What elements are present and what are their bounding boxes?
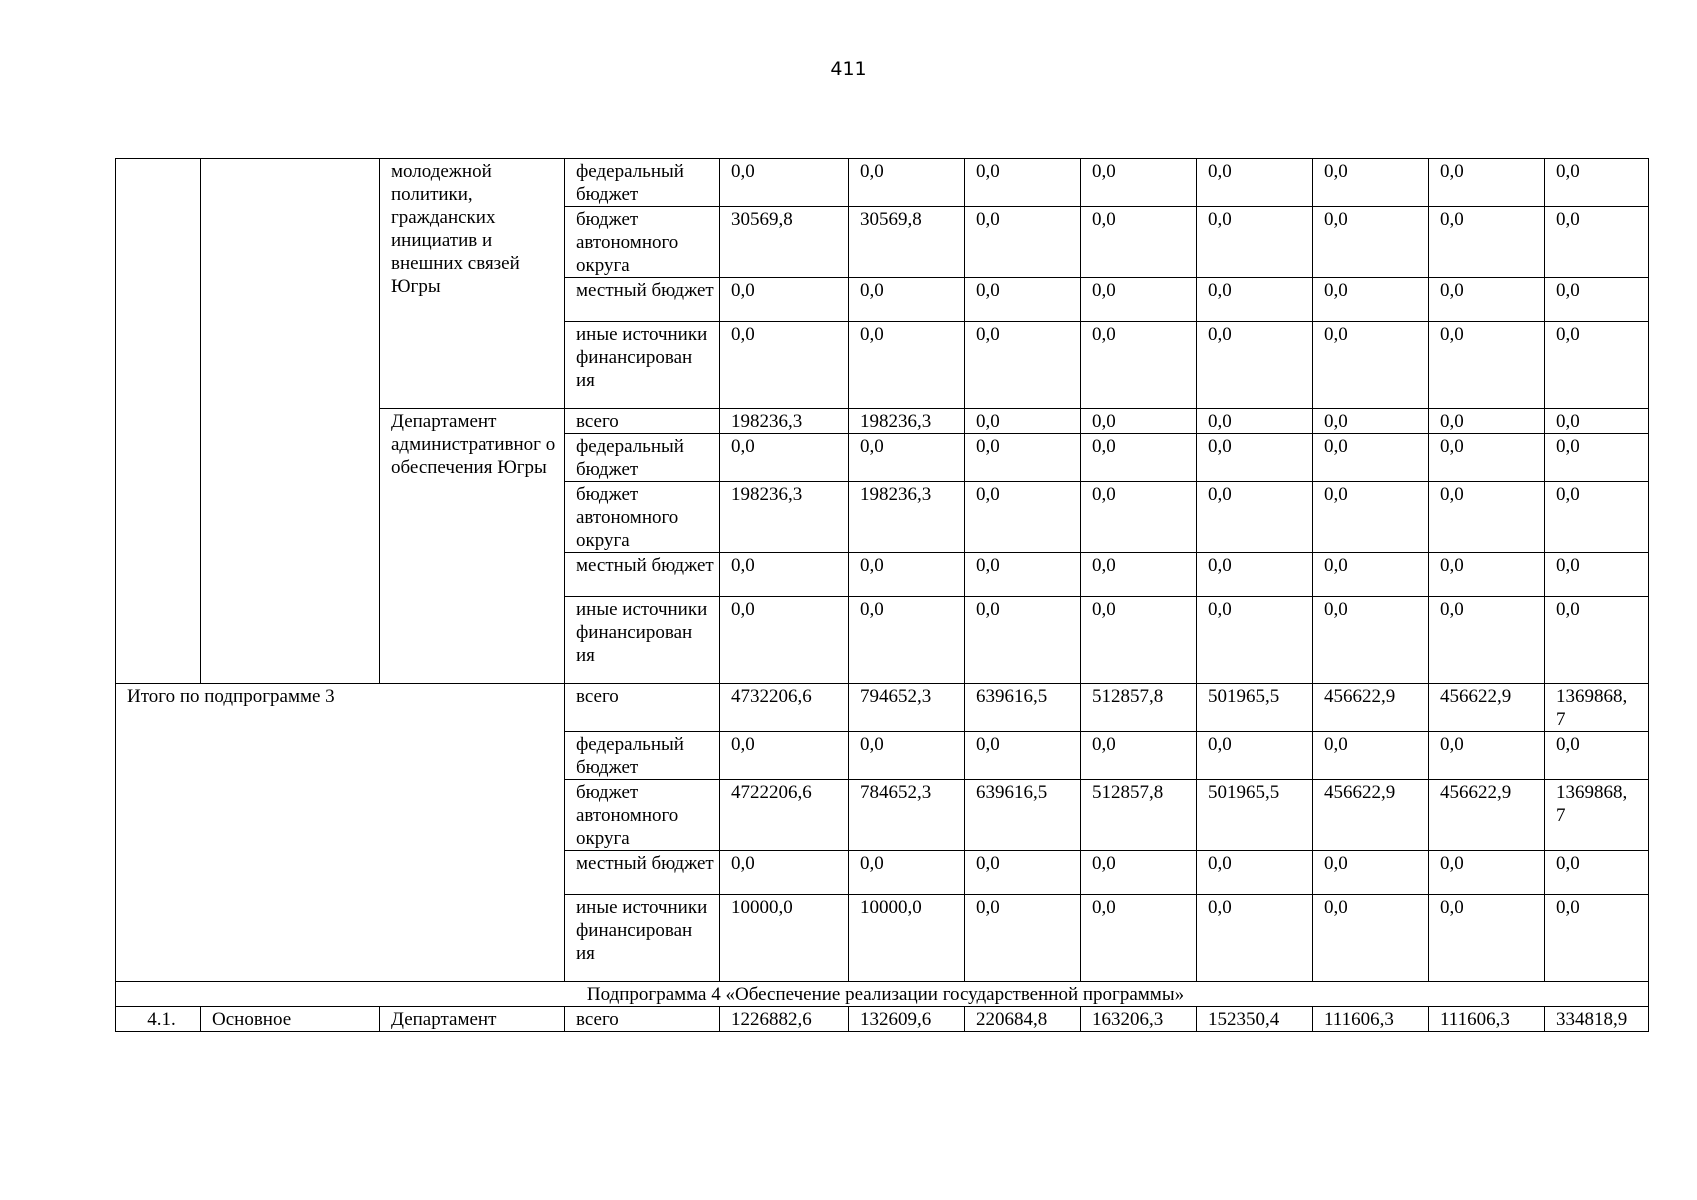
value-cell: 0,0 [849, 597, 965, 684]
value-cell: 0,0 [1313, 482, 1429, 553]
funding-source: иные источники финансирован ия [565, 895, 720, 982]
value-cell: 0,0 [1081, 322, 1197, 409]
value-cell: 0,0 [1081, 732, 1197, 780]
subprogram-4-title: Подпрограмма 4 «Обеспечение реализации государственной программы» [116, 982, 1649, 1007]
value-cell: 456622,9 [1313, 780, 1429, 851]
value-cell: 0,0 [849, 553, 965, 597]
table-row [116, 1007, 1649, 1032]
value-cell: 0,0 [1429, 159, 1545, 207]
funding-source: бюджет автономного округа [565, 780, 720, 851]
value-cell: 0,0 [1081, 409, 1197, 434]
value-cell: 456622,9 [1429, 684, 1545, 732]
value-cell: 501965,5 [1197, 780, 1313, 851]
value-cell: 0,0 [1197, 895, 1313, 982]
funding-source: федеральный бюджет [565, 159, 720, 207]
value-cell: 0,0 [1429, 597, 1545, 684]
value-cell: 0,0 [1081, 482, 1197, 553]
value-cell: 0,0 [720, 597, 849, 684]
value-cell: 0,0 [1429, 851, 1545, 895]
value-cell: 0,0 [1545, 159, 1649, 207]
value-cell: 0,0 [1197, 278, 1313, 322]
value-cell: 0,0 [965, 434, 1081, 482]
value-cell: 198236,3 [720, 482, 849, 553]
value-cell: 0,0 [1429, 482, 1545, 553]
value-cell: 0,0 [1197, 597, 1313, 684]
value-cell: 0,0 [1081, 851, 1197, 895]
value-cell: 0,0 [965, 207, 1081, 278]
value-cell: 152350,4 [1197, 1007, 1313, 1032]
value-cell: 0,0 [849, 159, 965, 207]
value-cell: 0,0 [1545, 278, 1649, 322]
value-cell: 111606,3 [1429, 1007, 1545, 1032]
value-cell: 0,0 [720, 851, 849, 895]
value-cell: 0,0 [1313, 159, 1429, 207]
value-cell: 0,0 [1081, 434, 1197, 482]
funding-source: местный бюджет [565, 553, 720, 597]
value-cell: 0,0 [1313, 409, 1429, 434]
responsible-executor: Департамент [380, 1007, 565, 1032]
value-cell: 10000,0 [720, 895, 849, 982]
value-cell: 4732206,6 [720, 684, 849, 732]
funding-source: местный бюджет [565, 278, 720, 322]
value-cell: 0,0 [965, 278, 1081, 322]
value-cell: 0,0 [1313, 895, 1429, 982]
value-cell: 0,0 [849, 322, 965, 409]
value-cell: 456622,9 [1313, 684, 1429, 732]
value-cell: 163206,3 [1081, 1007, 1197, 1032]
value-cell: 0,0 [1197, 482, 1313, 553]
funding-source: иные источники финансирован ия [565, 597, 720, 684]
value-cell: 0,0 [1429, 732, 1545, 780]
number-cell [116, 159, 201, 684]
value-cell: 0,0 [1429, 278, 1545, 322]
value-cell: 198236,3 [849, 482, 965, 553]
value-cell: 0,0 [1313, 851, 1429, 895]
value-cell: 0,0 [1197, 434, 1313, 482]
value-cell: 794652,3 [849, 684, 965, 732]
value-cell: 0,0 [720, 278, 849, 322]
value-cell: 0,0 [720, 159, 849, 207]
value-cell: 639616,5 [965, 780, 1081, 851]
value-cell: 0,0 [1545, 553, 1649, 597]
value-cell: 0,0 [965, 732, 1081, 780]
value-cell: 0,0 [1081, 207, 1197, 278]
value-cell: 1369868, 7 [1545, 684, 1649, 732]
value-cell: 501965,5 [1197, 684, 1313, 732]
value-cell: 198236,3 [849, 409, 965, 434]
funding-source: бюджет автономного округа [565, 482, 720, 553]
value-cell: 0,0 [1081, 553, 1197, 597]
row-number: 4.1. [116, 1007, 201, 1032]
value-cell: 1226882,6 [720, 1007, 849, 1032]
value-cell: 0,0 [1313, 597, 1429, 684]
value-cell: 0,0 [1197, 732, 1313, 780]
value-cell: 334818,9 [1545, 1007, 1649, 1032]
financing-table [115, 158, 1649, 1032]
value-cell: 0,0 [720, 434, 849, 482]
table-row [116, 159, 1649, 207]
value-cell: 0,0 [1197, 851, 1313, 895]
value-cell: 111606,3 [1313, 1007, 1429, 1032]
value-cell: 0,0 [1313, 322, 1429, 409]
value-cell: 0,0 [1429, 895, 1545, 982]
funding-source: всего [565, 1007, 720, 1032]
value-cell: 0,0 [1429, 207, 1545, 278]
measure-cell [201, 159, 380, 684]
value-cell: 0,0 [1197, 322, 1313, 409]
value-cell: 0,0 [1429, 409, 1545, 434]
responsible-executor: Департамент административног о обеспечения Югры [380, 409, 565, 684]
value-cell: 10000,0 [849, 895, 965, 982]
value-cell: 0,0 [720, 732, 849, 780]
value-cell: 456622,9 [1429, 780, 1545, 851]
value-cell: 0,0 [849, 851, 965, 895]
value-cell: 512857,8 [1081, 684, 1197, 732]
value-cell: 0,0 [1313, 207, 1429, 278]
value-cell: 0,0 [720, 553, 849, 597]
value-cell: 0,0 [1081, 597, 1197, 684]
funding-source: бюджет автономного округа [565, 207, 720, 278]
value-cell: 0,0 [1545, 409, 1649, 434]
funding-source: всего [565, 409, 720, 434]
value-cell: 0,0 [849, 278, 965, 322]
value-cell: 0,0 [1545, 895, 1649, 982]
value-cell: 0,0 [1545, 597, 1649, 684]
value-cell: 0,0 [1081, 278, 1197, 322]
value-cell: 0,0 [965, 895, 1081, 982]
value-cell: 0,0 [1429, 434, 1545, 482]
value-cell: 220684,8 [965, 1007, 1081, 1032]
measure-name: Основное [201, 1007, 380, 1032]
value-cell: 0,0 [1313, 553, 1429, 597]
value-cell: 0,0 [1313, 732, 1429, 780]
table-body [116, 159, 1649, 1032]
funding-source: всего [565, 684, 720, 732]
value-cell: 0,0 [1545, 851, 1649, 895]
value-cell: 30569,8 [849, 207, 965, 278]
value-cell: 30569,8 [720, 207, 849, 278]
value-cell: 0,0 [965, 482, 1081, 553]
value-cell: 0,0 [1197, 207, 1313, 278]
value-cell: 4722206,6 [720, 780, 849, 851]
value-cell: 0,0 [849, 434, 965, 482]
page-number: 411 [830, 58, 867, 80]
value-cell: 198236,3 [720, 409, 849, 434]
value-cell: 0,0 [1197, 409, 1313, 434]
value-cell: 0,0 [1197, 159, 1313, 207]
value-cell: 639616,5 [965, 684, 1081, 732]
value-cell: 0,0 [965, 851, 1081, 895]
value-cell: 0,0 [1545, 434, 1649, 482]
value-cell: 0,0 [1313, 278, 1429, 322]
value-cell: 0,0 [1545, 732, 1649, 780]
value-cell: 0,0 [1545, 322, 1649, 409]
value-cell: 0,0 [1545, 482, 1649, 553]
responsible-executor: молодежной политики, гражданских инициатив и внешних связей Югры [380, 159, 565, 409]
value-cell: 0,0 [720, 322, 849, 409]
table-row [116, 684, 1649, 732]
funding-source: федеральный бюджет [565, 732, 720, 780]
value-cell: 0,0 [965, 597, 1081, 684]
value-cell: 132609,6 [849, 1007, 965, 1032]
funding-source: федеральный бюджет [565, 434, 720, 482]
value-cell: 0,0 [1429, 553, 1545, 597]
table-row [116, 982, 1649, 1007]
value-cell: 0,0 [1545, 207, 1649, 278]
value-cell: 784652,3 [849, 780, 965, 851]
value-cell: 0,0 [1081, 159, 1197, 207]
subprogram-total-label: Итого по подпрограмме 3 [116, 684, 565, 982]
funding-source: иные источники финансирован ия [565, 322, 720, 409]
value-cell: 0,0 [1081, 895, 1197, 982]
value-cell: 0,0 [965, 553, 1081, 597]
value-cell: 1369868, 7 [1545, 780, 1649, 851]
value-cell: 0,0 [1429, 322, 1545, 409]
funding-source: местный бюджет [565, 851, 720, 895]
value-cell: 0,0 [1197, 553, 1313, 597]
value-cell: 0,0 [965, 409, 1081, 434]
value-cell: 0,0 [965, 322, 1081, 409]
value-cell: 512857,8 [1081, 780, 1197, 851]
value-cell: 0,0 [965, 159, 1081, 207]
value-cell: 0,0 [849, 732, 965, 780]
value-cell: 0,0 [1313, 434, 1429, 482]
